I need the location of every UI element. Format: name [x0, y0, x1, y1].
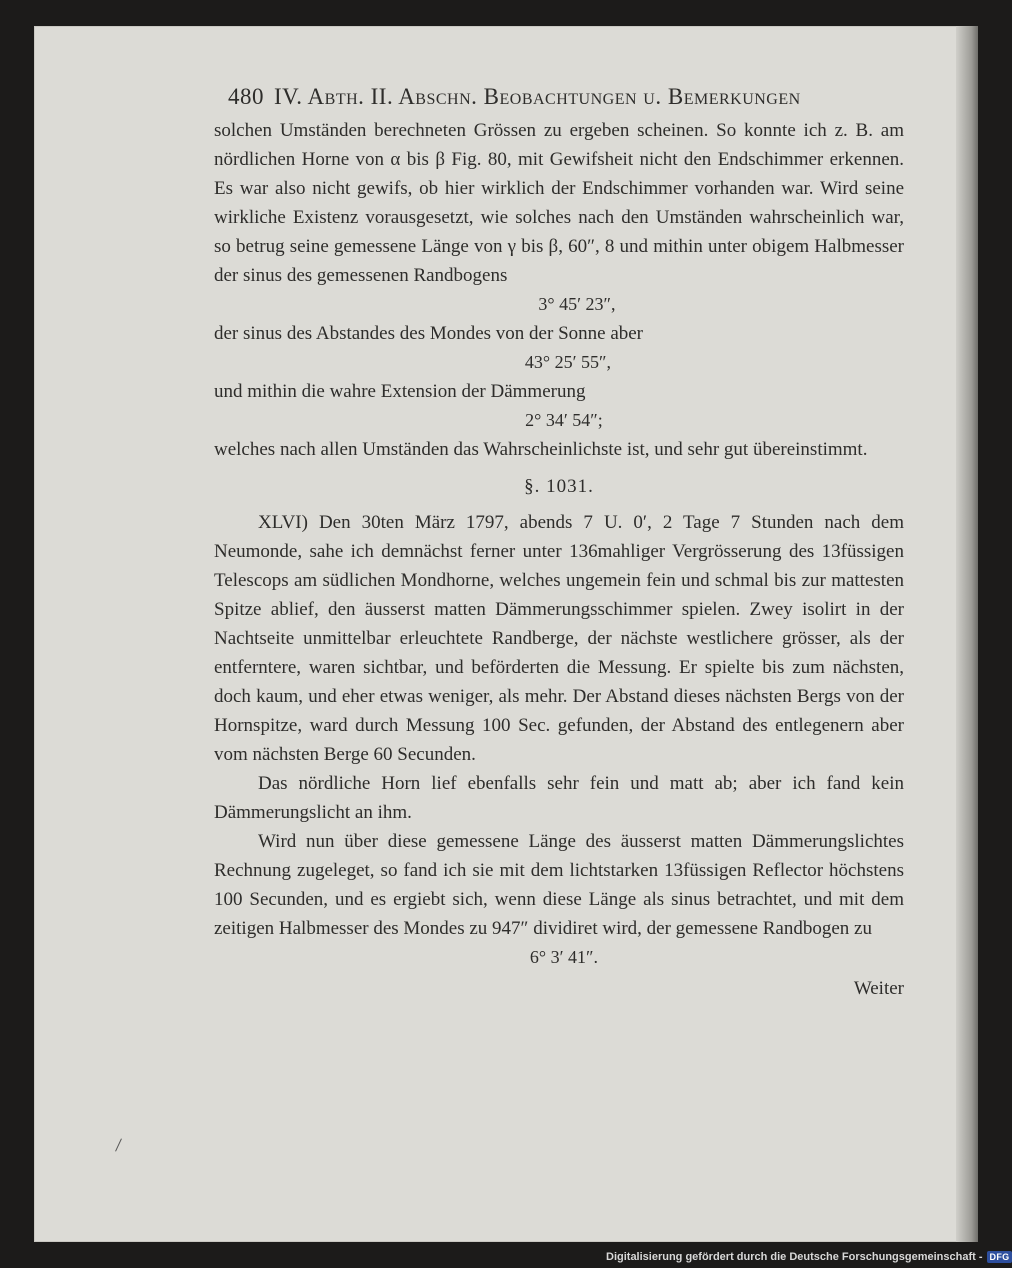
formula-result: 6° 3′ 41″.	[529, 947, 599, 967]
paragraph-2: der sinus des Abstandes des Mondes von der Sonne aber	[214, 323, 644, 344]
catchword: Weiter	[853, 978, 904, 999]
paragraph-6: Das nördliche Horn lief ebenfalls sehr fein und matt ab; aber ich fand kein Dämmerungslicht an ihm.	[214, 773, 904, 823]
section-heading: §. 1031.	[524, 476, 594, 497]
paragraph-3: und mithin die wahre Extension der Dämmerung	[214, 381, 586, 402]
page-content	[214, 84, 904, 1003]
footer-text: Digitalisierung gefördert durch die Deutsche Forschungsgemeinschaft -	[606, 1251, 983, 1263]
page-gutter-shadow	[956, 26, 978, 1242]
scanned-page	[34, 26, 978, 1242]
paragraph-4: welches nach allen Umständen das Wahrscheinlichste ist, und sehr gut übereinstimmt.	[214, 439, 868, 460]
page-number: 480	[228, 84, 264, 109]
paragraph-1: solchen Umständen berechneten Grössen zu ergeben scheinen. So konnte ich z. B. am nördlichen Horne von α bis β Fig. 80, mit Gewifsheit nicht den Endschimmer erkennen. Es war also nicht gewifs, ob hier wirklich der Endschimmer vorhanden war. Wird seine wirkliche Existenz vorausgesetzt, wie solches nach den Umständen wahrscheinlich war, so betrug seine gemessene Länge von γ bis β, 60″, 8 und mithin unter obigem Halbmesser der sinus des gemessenen Randbogens	[214, 120, 904, 286]
paragraph-7: Wird nun über diese gemessene Länge des äusserst matten Dämmerungslichtes Rechnung zugeleget, so fand ich sie mit dem lichtstarken 13füssigen Reflector höchstens 100 Secunden, und es ergiebt sich, wenn diese Länge als sinus betrachtet, und mit dem zeitigen Halbmesser des Mondes zu 947″ dividiret wird, der gemessene Randbogen zu	[214, 831, 904, 939]
formula-abstand: 43° 25′ 55″,	[524, 352, 612, 372]
running-title: IV. Abth. II. Abschn. Beobachtungen u. Bemerkungen	[274, 84, 801, 109]
paragraph-5: XLVI) Den 30ten März 1797, abends 7 U. 0′, 2 Tage 7 Stunden nach dem Neumonde, sahe ich demnächst ferner unter 136mahliger Vergrösserung des 13füssigen Telescops am südlichen Mondhorne, welches ungemein fein und schmal bis zur mattesten Spitze ablief, den äusserst matten Dämmerungsschimmer spielen. Zwey isolirt in der Nachtseite unmittelbar erleuchtete Randberge, der nächste westlichere grösser, als der entferntere, waren sichtbar, und beförderten die Messung. Er spielte bis zum nächsten, doch kaum, und eher etwas weniger, als mehr. Der Abstand dieses nächsten Bergs von der Hornspitze, ward durch Messung 100 Sec. gefunden, der Abstand des entlegenern aber vom nächsten Berge 60 Secunden.	[214, 512, 904, 765]
formula-extension: 2° 34′ 54″;	[525, 410, 603, 430]
running-header	[228, 84, 904, 110]
formula-randbogen: 3° 45′ 23″,	[538, 294, 616, 314]
margin-mark	[115, 1138, 122, 1151]
dfg-footer	[606, 1248, 1012, 1266]
dfg-logo-icon: DFG	[987, 1251, 1012, 1263]
